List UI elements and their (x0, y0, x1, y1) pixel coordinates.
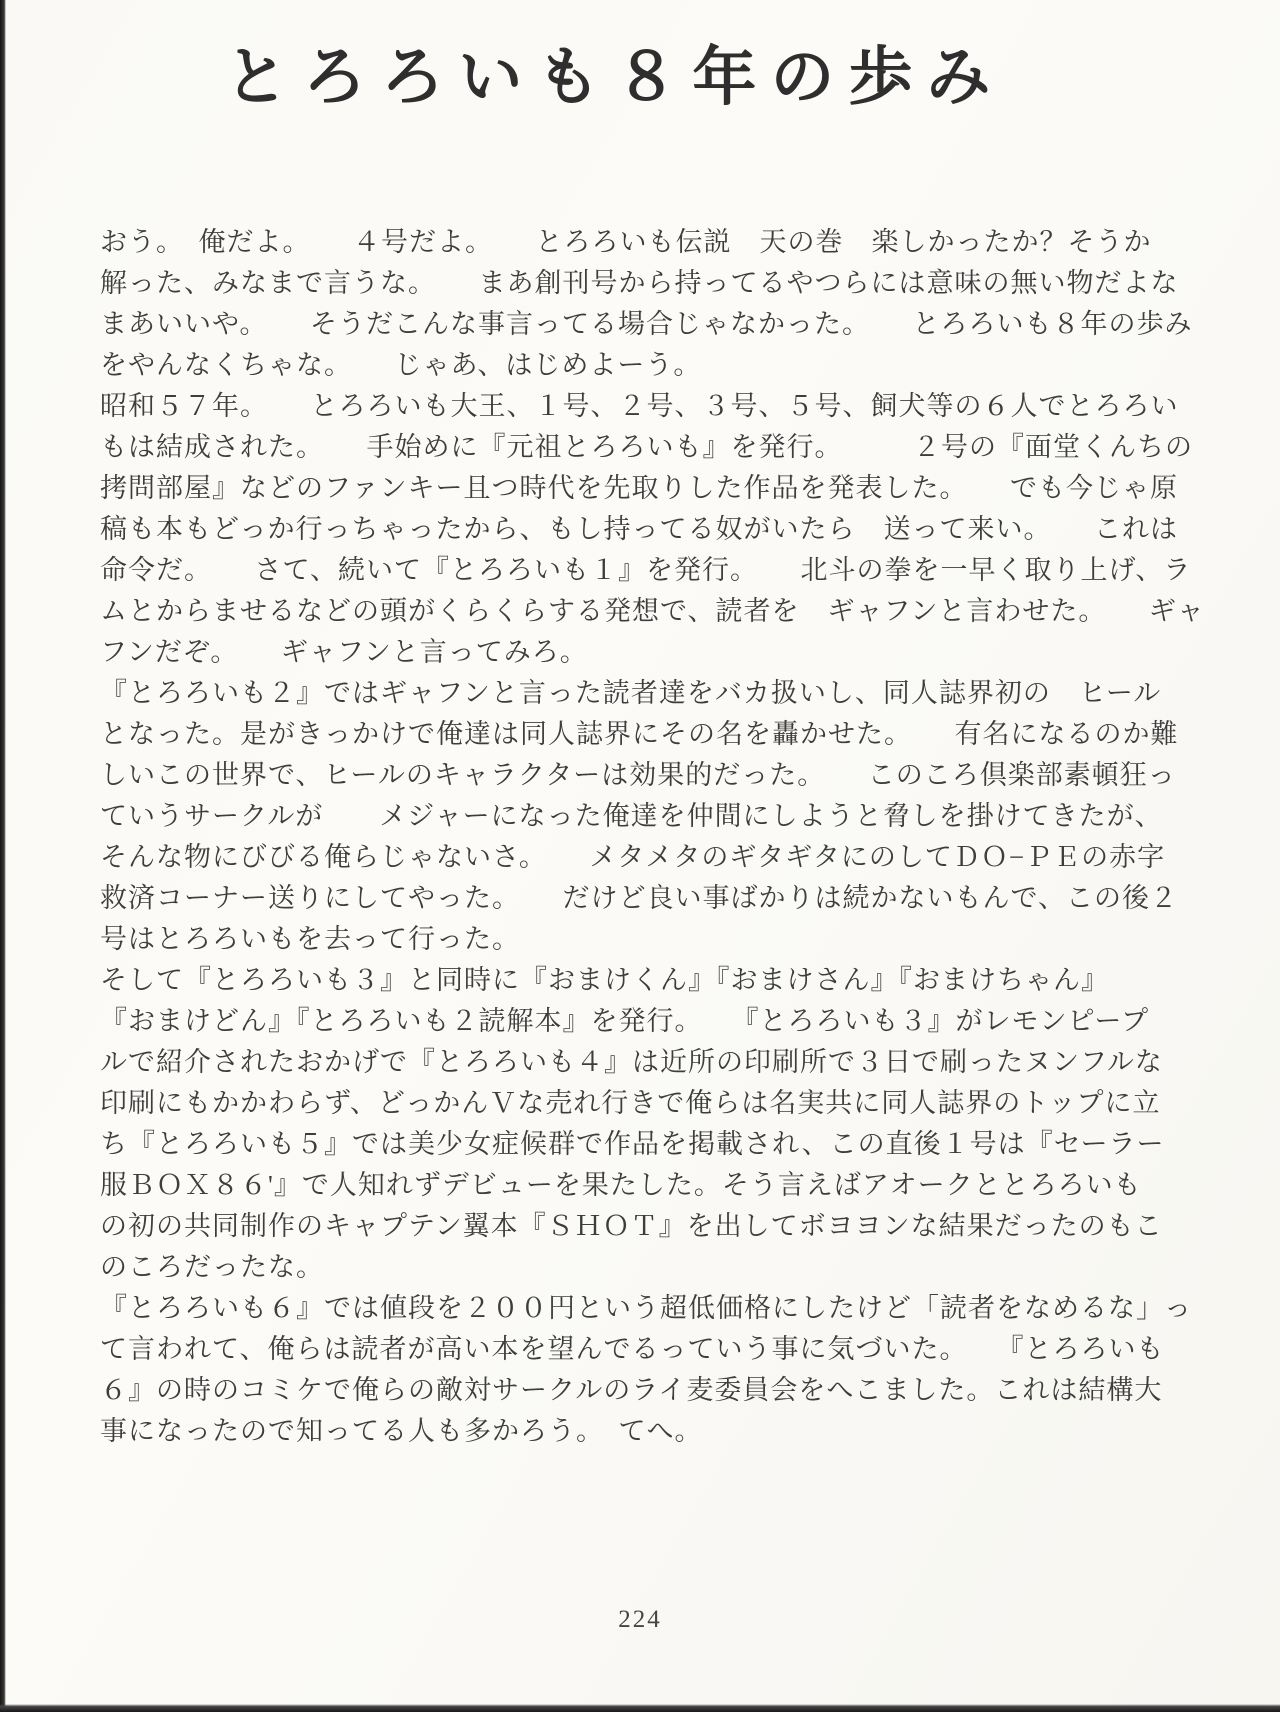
body-line: ムとからませるなどの頭がくらくらする発想で、読者を ギャフンと言わせた。 ギャ (100, 596, 1205, 626)
scan-edge-bottom (0, 1704, 1280, 1712)
body-line: 事になったので知ってる人も多かろう。 てへ。 (100, 1416, 703, 1446)
body-line: ルで紹介されたおかげで『とろろいも４』は近所の印刷所で３日で刷ったヌンフルな (100, 1047, 1163, 1077)
body-line: ていうサークルが メジャーになった俺達を仲間にしようと脅しを掛けてきたが、 (100, 801, 1163, 831)
body-line: 服ＢＯＸ８６'』で人知れずデビューを果たした。そう言えばアオークととろろいも (100, 1170, 1142, 1200)
body-line: 救済コーナー送りにしてやった。 だけど良い事ばかりは続かないもんで、この後２ (100, 883, 1178, 913)
body-line: そして『とろろいも３』と同時に『おまけくん』『おまけさん』『おまけちゃん』 (100, 965, 1109, 995)
body-line: 号はとろろいもを去って行った。 (100, 924, 520, 954)
body-line: 『おまけどん』『とろろいも２読解本』を発行。 『とろろいも３』がレモンピープ (100, 1006, 1150, 1036)
body-text (100, 222, 1205, 1452)
body-line: 印刷にもかかわらず、どっかんＶな売れ行きで俺らは名実共に同人誌界のトップに立 (100, 1088, 1161, 1118)
body-line: 昭和５７年。 とろろいも大王、１号、２号、３号、５号、飼犬等の６人でとろろい (100, 391, 1179, 421)
body-line: となった。是がきっかけで俺達は同人誌界にその名を轟かせた。 有名になるのか難 (100, 719, 1179, 749)
body-line: おう。 俺だよ。 ４号だよ。 とろろいも伝説 天の巻 楽しかったか？そうか (100, 227, 1152, 257)
body-line: 命令だ。 さて、続いて『とろろいも１』を発行。 北斗の拳を一早く取り上げ、ラ (100, 555, 1192, 585)
body-line: 『とろろいも２』ではギャフンと言った読者達をバカ扱いし、同人誌界初の ヒール (100, 678, 1162, 708)
body-line: の初の共同制作のキャプテン翼本『ＳＨＯＴ』を出してボヨヨンな結果だったのもこ (100, 1211, 1163, 1241)
body-line: ６』の時のコミケで俺らの敵対サークルのライ麦委員会をへこました。これは結構大 (100, 1375, 1163, 1405)
scan-edge-left (0, 0, 6, 1712)
body-line: そんな物にびびる俺らじゃないさ。 メタメタのギタギタにのしてＤＯ−ＰＥの赤字 (100, 842, 1166, 872)
body-line: しいこの世界で、ヒールのキャラクターは効果的だった。 このころ倶楽部素頓狂っ (100, 760, 1176, 790)
body-line: まあいいや。 そうだこんな事言ってる場合じゃなかった。 とろろいも８年の歩み (100, 309, 1193, 339)
body-line: て言われて、俺らは読者が高い本を望んでるっていう事に気づいた。 『とろろいも (100, 1334, 1165, 1364)
body-line: 解った、みなまで言うな。 まあ創刊号から持ってるやつらには意味の無い物だよな (100, 268, 1179, 298)
body-line: ち『とろろいも５』では美少女症候群で作品を掲載され、この直後１号は『セーラー (100, 1129, 1165, 1159)
body-line: もは結成された。 手始めに『元祖とろろいも』を発行。 ２号の『面堂くんちの (100, 432, 1193, 462)
body-line: 拷問部屋』などのファンキー且つ時代を先取りした作品を発表した。 でも今じゃ原 (100, 473, 1178, 503)
page-number: 224 (618, 1606, 662, 1633)
body-line: 『とろろいも６』では値段を２００円という超低価格にしたけど「読者をなめるな」っ (100, 1293, 1192, 1323)
body-line: フンだぞ。 ギャフンと言ってみろ。 (100, 637, 588, 667)
body-line: のころだったな。 (100, 1252, 324, 1282)
page-title: とろろいも８年の歩み (224, 42, 1005, 113)
body-line: 稿も本もどっか行っちゃったから、もし持ってる奴がいたら 送って来い。 これは (100, 514, 1178, 544)
body-line: をやんなくちゃな。 じゃあ、はじめよーう。 (100, 350, 702, 380)
